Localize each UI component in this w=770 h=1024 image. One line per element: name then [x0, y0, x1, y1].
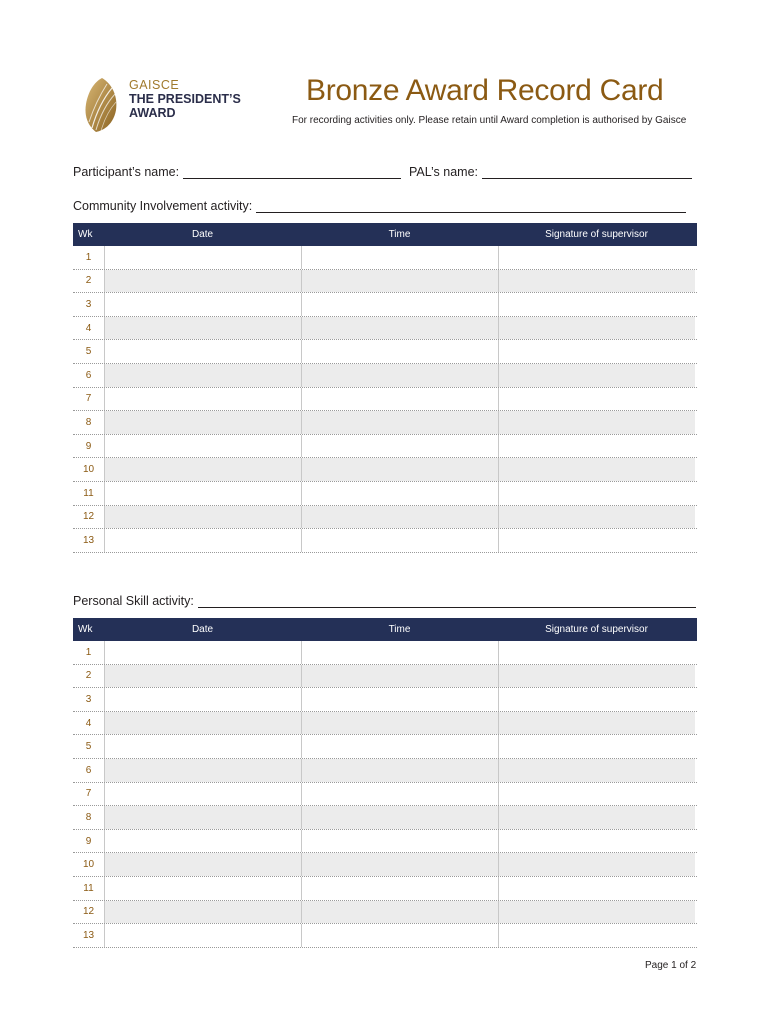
signature-cell[interactable]	[498, 901, 695, 924]
time-cell[interactable]	[301, 388, 498, 411]
date-cell[interactable]	[104, 270, 301, 293]
date-cell[interactable]	[104, 246, 301, 269]
date-cell[interactable]	[104, 901, 301, 924]
community-table	[73, 223, 697, 553]
date-cell[interactable]	[104, 853, 301, 876]
community-activity-input[interactable]	[256, 200, 686, 213]
signature-cell[interactable]	[498, 529, 695, 552]
time-cell[interactable]	[301, 364, 498, 387]
time-cell[interactable]	[301, 924, 498, 947]
logo-presidents-text: THE PRESIDENT’S	[129, 92, 241, 106]
week-number: 5	[85, 346, 92, 358]
table-row	[73, 901, 697, 925]
signature-cell[interactable]	[498, 411, 695, 434]
date-cell[interactable]	[104, 435, 301, 458]
week-number: 11	[83, 882, 94, 894]
participant-name-field	[73, 165, 401, 179]
signature-cell[interactable]	[498, 364, 695, 387]
signature-cell[interactable]	[498, 641, 695, 664]
table-row	[73, 293, 697, 317]
table-row	[73, 270, 697, 294]
week-number: 9	[85, 835, 92, 847]
week-number: 4	[85, 322, 92, 334]
table-row	[73, 435, 697, 459]
time-cell[interactable]	[301, 506, 498, 529]
page-title: Bronze Award Record Card	[306, 74, 664, 107]
time-cell[interactable]	[301, 482, 498, 505]
signature-cell[interactable]	[498, 783, 695, 806]
time-cell[interactable]	[301, 735, 498, 758]
signature-cell[interactable]	[498, 270, 695, 293]
signature-cell[interactable]	[498, 806, 695, 829]
signature-cell[interactable]	[498, 877, 695, 900]
table-row	[73, 665, 697, 689]
logo-gaisce-text: GAISCE	[129, 78, 180, 92]
time-cell[interactable]	[301, 270, 498, 293]
time-cell[interactable]	[301, 246, 498, 269]
time-cell[interactable]	[301, 688, 498, 711]
week-number: 7	[85, 393, 92, 405]
date-cell[interactable]	[104, 806, 301, 829]
signature-cell[interactable]	[498, 853, 695, 876]
col-time: Time	[388, 229, 411, 240]
table-row	[73, 482, 697, 506]
table-row	[73, 458, 697, 482]
signature-cell[interactable]	[498, 735, 695, 758]
week-number: 8	[85, 811, 92, 823]
table-row	[73, 759, 697, 783]
signature-cell[interactable]	[498, 293, 695, 316]
time-cell[interactable]	[301, 665, 498, 688]
table-row	[73, 529, 697, 553]
week-number: 1	[85, 646, 92, 658]
table-row	[73, 506, 697, 530]
date-cell[interactable]	[104, 688, 301, 711]
signature-cell[interactable]	[498, 317, 695, 340]
date-cell[interactable]	[104, 783, 301, 806]
time-cell[interactable]	[301, 435, 498, 458]
week-number: 3	[85, 298, 92, 310]
week-number: 2	[85, 670, 92, 682]
signature-cell[interactable]	[498, 482, 695, 505]
personal-skill-table	[73, 618, 697, 948]
date-cell[interactable]	[104, 293, 301, 316]
col-date: Date	[191, 624, 214, 635]
time-cell[interactable]	[301, 806, 498, 829]
table-row	[73, 641, 697, 665]
signature-cell[interactable]	[498, 246, 695, 269]
table-header	[73, 223, 697, 246]
date-cell[interactable]	[104, 506, 301, 529]
week-number: 12	[82, 511, 95, 523]
time-cell[interactable]	[301, 877, 498, 900]
page-subtitle: For recording activities only. Please retain until Award completion is authorised by Gaisce	[292, 115, 687, 126]
time-cell[interactable]	[301, 293, 498, 316]
date-cell[interactable]	[104, 830, 301, 853]
date-cell[interactable]	[104, 877, 301, 900]
date-cell[interactable]	[104, 340, 301, 363]
time-cell[interactable]	[301, 830, 498, 853]
participant-name-input[interactable]	[183, 166, 401, 179]
col-time: Time	[388, 624, 411, 635]
signature-cell[interactable]	[498, 340, 695, 363]
time-cell[interactable]	[301, 641, 498, 664]
date-cell[interactable]	[104, 735, 301, 758]
date-cell[interactable]	[104, 364, 301, 387]
week-number: 9	[85, 440, 92, 452]
personal-skill-field	[73, 594, 696, 608]
gaisce-logo	[82, 76, 262, 132]
signature-cell[interactable]	[498, 665, 695, 688]
time-cell[interactable]	[301, 529, 498, 552]
table-row	[73, 806, 697, 830]
date-cell[interactable]	[104, 317, 301, 340]
date-cell[interactable]	[104, 529, 301, 552]
date-cell[interactable]	[104, 759, 301, 782]
time-cell[interactable]	[301, 458, 498, 481]
date-cell[interactable]	[104, 458, 301, 481]
table-row	[73, 853, 697, 877]
date-cell[interactable]	[104, 641, 301, 664]
time-cell[interactable]	[301, 340, 498, 363]
signature-cell[interactable]	[498, 924, 695, 947]
gaisce-emblem-icon	[82, 76, 122, 132]
table-row	[73, 924, 697, 948]
signature-cell[interactable]	[498, 712, 695, 735]
table-row	[73, 877, 697, 901]
week-number: 12	[82, 906, 95, 918]
col-signature: Signature of supervisor	[545, 229, 648, 240]
signature-cell[interactable]	[498, 688, 695, 711]
logo-award-text: AWARD	[129, 106, 176, 120]
table-row	[73, 783, 697, 807]
date-cell[interactable]	[104, 712, 301, 735]
week-number: 5	[85, 741, 92, 753]
week-number: 2	[85, 275, 92, 287]
table-row	[73, 317, 697, 341]
time-cell[interactable]	[301, 712, 498, 735]
week-number: 6	[85, 764, 92, 776]
personal-skill-label: Personal Skill activity:	[73, 594, 194, 608]
time-cell[interactable]	[301, 853, 498, 876]
table-row	[73, 712, 697, 736]
personal-skill-table-body	[73, 641, 697, 948]
date-cell[interactable]	[104, 411, 301, 434]
signature-cell[interactable]	[498, 759, 695, 782]
participant-name-label: Participant’s name:	[73, 165, 180, 179]
time-cell[interactable]	[301, 411, 498, 434]
week-number: 13	[82, 929, 95, 941]
table-header	[73, 618, 697, 641]
personal-skill-input[interactable]	[198, 595, 696, 608]
community-activity-label: Community Involvement activity:	[73, 199, 253, 213]
community-table-body	[73, 246, 697, 553]
col-date: Date	[191, 229, 214, 240]
time-cell[interactable]	[301, 317, 498, 340]
week-number: 1	[85, 251, 92, 263]
table-row	[73, 364, 697, 388]
week-number: 6	[85, 369, 92, 381]
table-row	[73, 388, 697, 412]
signature-cell[interactable]	[498, 458, 695, 481]
signature-cell[interactable]	[498, 506, 695, 529]
table-row	[73, 340, 697, 364]
signature-cell[interactable]	[498, 435, 695, 458]
date-cell[interactable]	[104, 482, 301, 505]
col-wk: Wk	[78, 229, 93, 240]
table-row	[73, 688, 697, 712]
signature-cell[interactable]	[498, 388, 695, 411]
col-signature: Signature of supervisor	[545, 624, 648, 635]
time-cell[interactable]	[301, 901, 498, 924]
week-number: 8	[85, 416, 92, 428]
table-row	[73, 735, 697, 759]
community-activity-field	[73, 199, 686, 213]
table-row	[73, 246, 697, 270]
date-cell[interactable]	[104, 665, 301, 688]
table-row	[73, 830, 697, 854]
pal-name-input[interactable]	[482, 166, 692, 179]
col-wk: Wk	[78, 624, 93, 635]
date-cell[interactable]	[104, 388, 301, 411]
week-number: 10	[82, 464, 95, 476]
week-number: 13	[82, 534, 95, 546]
week-number: 10	[82, 859, 95, 871]
week-number: 11	[83, 487, 94, 499]
signature-cell[interactable]	[498, 830, 695, 853]
time-cell[interactable]	[301, 759, 498, 782]
date-cell[interactable]	[104, 924, 301, 947]
week-number: 4	[85, 717, 92, 729]
week-number: 7	[85, 788, 92, 800]
pal-name-field	[409, 165, 692, 179]
pal-name-label: PAL’s name:	[409, 165, 479, 179]
page-number: Page 1 of 2	[645, 960, 697, 971]
week-number: 3	[85, 693, 92, 705]
time-cell[interactable]	[301, 783, 498, 806]
table-row	[73, 411, 697, 435]
